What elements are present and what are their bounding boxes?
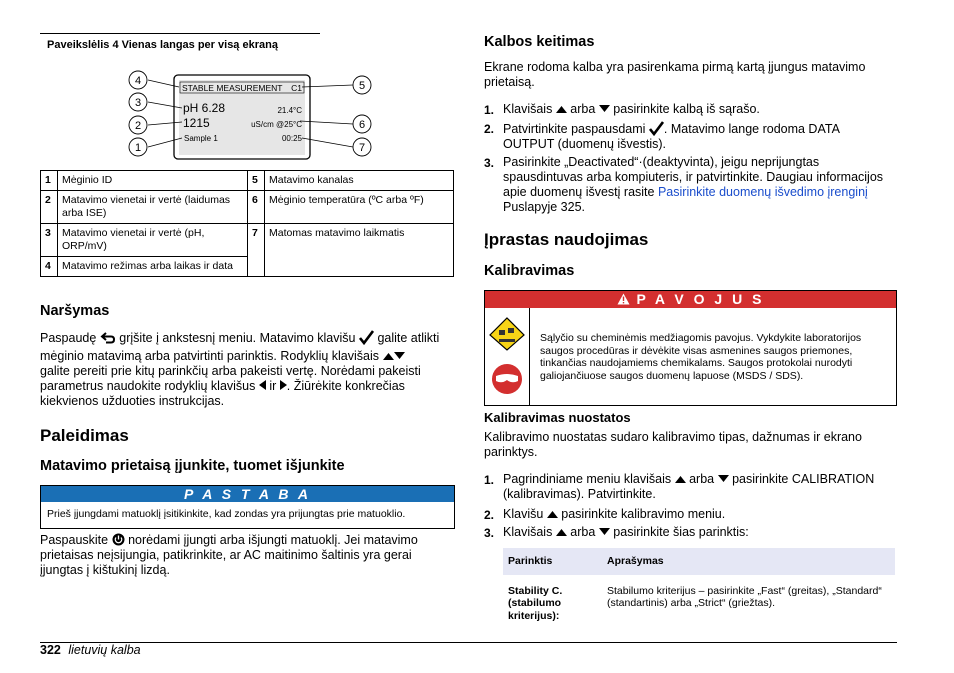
calib-c2b: pasirinkite kalibravimo meniu. [561, 507, 726, 521]
nav-text-g: ir [269, 379, 277, 393]
step-number: 3. [484, 526, 495, 540]
right-arrow-icon [280, 380, 287, 390]
caption-rule [40, 33, 320, 34]
legend-text: Mėginio temperatūra (ºC arba ºF) [265, 191, 454, 224]
legend-num: 2 [41, 191, 58, 224]
callout-label-5: 5 [358, 80, 366, 92]
down-arrow-icon [394, 352, 405, 360]
note-box [40, 485, 455, 529]
danger-header [485, 291, 896, 308]
note-text: Prieš įjungdami matuoklį įsitikinkite, kad zondas yra prijungtas prie matuoklio. [47, 508, 406, 520]
nav-text-a: Paspaudę [40, 331, 97, 345]
left-arrow-icon [259, 380, 266, 390]
calib-c3c: pasirinkite šias parinktis: [613, 525, 749, 539]
calib-step1-line [503, 472, 903, 487]
screen-header: STABLE MEASUREMENT [182, 83, 283, 93]
legend-num: 7 [248, 224, 265, 277]
legend-num: 3 [41, 224, 58, 257]
legend-text: Matavimo vienetai ir vertė (pH, ORP/mV) [58, 224, 248, 257]
table-head-option: Parinktis [503, 548, 602, 575]
lang-s2b: . Matavimo lange rodoma DATA [663, 122, 840, 136]
nav-text-h: . Žiūrėkite konkrečias [286, 379, 405, 393]
goggles-icon [491, 363, 523, 395]
lang-s3d: Puslapyje 325. [503, 200, 586, 214]
legend-text: Mėginio ID [58, 171, 248, 191]
table-row [503, 575, 895, 629]
legend-num: 5 [248, 171, 265, 191]
power-icon [112, 533, 125, 546]
danger-box [484, 290, 897, 406]
callout-label-2: 2 [134, 120, 142, 132]
calib-c1a: Pagrindiniame meniu klavišais [503, 472, 672, 486]
up-arrow-icon [556, 105, 567, 113]
screen-temp: 21.4°C [277, 106, 302, 115]
footer-rule [40, 642, 897, 643]
calib-step-3 [503, 525, 749, 540]
legend-table [40, 170, 454, 277]
legend-num: 1 [41, 171, 58, 191]
language-title: Kalbos keitimas [484, 34, 595, 50]
calibration-settings-intro [484, 430, 904, 460]
calib-c1b: arba [689, 472, 715, 486]
up-arrow-icon [383, 352, 394, 360]
nav-line [40, 349, 460, 364]
lang-step3-line [503, 185, 903, 200]
navigation-title: Naršymas [40, 303, 110, 319]
note-label: P A S T A B A [41, 486, 454, 502]
table-cell-description: Stabilumo kriterijus – pasirinkite „Fast“ (greitas), „Standard“ (standartinis) arba „Strict“ (griežtas). [607, 584, 882, 609]
settings-intro2: parinktys. [484, 445, 538, 459]
language-step-2 [503, 121, 903, 152]
checkmark-icon [359, 330, 374, 345]
calibration-settings-title: Kalibravimas nuostatos [484, 410, 631, 425]
figure-caption: Paveikslėlis 4 Vienas langas per visą ekraną [47, 39, 278, 51]
startup-p1a: Paspauskite [40, 533, 109, 547]
data-output-link[interactable]: Pasirinkite duomenų išvedimo įrenginį [657, 185, 868, 199]
down-arrow-icon [599, 105, 610, 113]
nav-text-i: kiekvienos užduoties instrukcijas. [40, 394, 225, 408]
page-number: 322 [40, 643, 61, 657]
danger-divider [529, 308, 530, 405]
return-icon [100, 331, 116, 344]
step-number: 1. [484, 103, 495, 117]
navigation-paragraph [40, 330, 460, 409]
legend-text: Matavimo vienetai ir vertė (laidumas arba ISE) [58, 191, 248, 224]
nav-line [40, 379, 460, 394]
language-intro [484, 60, 904, 90]
legend-text: Matavimo kanalas [265, 171, 454, 191]
nav-text-b: grįšite į ankstesnį meniu. Matavimo klavišu [119, 331, 356, 345]
lang-s2a: Patvirtinkite paspausdami [503, 122, 646, 136]
calib-c1c: pasirinkite CALIBRATION [732, 472, 875, 486]
language-step-3 [503, 155, 903, 215]
up-arrow-icon [556, 528, 567, 536]
settings-intro1: Kalibravimo nuostatas sudaro kalibravimo tipas, dažnumas ir ekrano [484, 430, 862, 444]
screen-channel: C1 [291, 83, 302, 93]
screen-value1: pH 6.28 [183, 101, 226, 115]
footer [40, 643, 141, 658]
callout-label-4: 4 [134, 75, 142, 87]
table-header-row [503, 548, 895, 575]
legend-text: Matavimo režimas arba laikas ir data [58, 257, 248, 277]
nav-line [40, 330, 460, 347]
lang-s1a: Klavišais [503, 102, 553, 116]
lang-s1b: arba [570, 102, 596, 116]
figure [40, 58, 454, 168]
normal-use-title: Įprastas naudojimas [484, 230, 649, 249]
checkmark-icon [649, 121, 664, 136]
legend-row [41, 224, 454, 257]
startup-subtitle: Matavimo prietaisą įjunkite, tuomet išjunkite [40, 458, 345, 474]
calibration-title: Kalibravimas [484, 263, 575, 279]
calib-step-1 [503, 472, 903, 502]
screen-value2: 1215 [183, 116, 210, 130]
table-cell-option: Stability C. (stabilumo kriterijus): [508, 584, 563, 622]
legend-row [41, 171, 454, 191]
language-step-1 [503, 102, 760, 117]
language-intro1: Ekrane rodoma kalba yra pasirenkama pirmą kartą įjungus matavimo [484, 60, 866, 74]
calib-c1d: (kalibravimas). Patvirtinkite. [503, 487, 656, 501]
lang-s3c: apie duomenų išvestį rasite [503, 185, 655, 199]
nav-text-d: mėginio matavimą arba patvirtinti parinktis. Rodyklių klavišais [40, 349, 380, 363]
calib-step-2 [503, 507, 725, 522]
startup-p2: prietaisas neįsijungia, patikrinkite, ar AC maitinimo šaltinis yra gerai [40, 548, 412, 562]
lang-step2-line [503, 121, 903, 137]
screen-sample: Sample 1 [184, 134, 218, 143]
lang-s1c: pasirinkite kalbą iš sąrašo. [613, 102, 760, 116]
footer-language: lietuvių kalba [68, 643, 141, 657]
up-arrow-icon [547, 510, 558, 518]
legend-text: Matomas matavimo laikmatis [265, 224, 454, 277]
startup-line [40, 533, 460, 548]
step-number: 2. [484, 508, 495, 522]
screen-time: 00:25 [281, 134, 302, 143]
parameters-table [503, 548, 895, 628]
startup-title: Paleidimas [40, 426, 129, 445]
callout-label-1: 1 [134, 142, 142, 154]
lang-s3b: spausdintuvas arba kompiuteris, ir patvirtinkite. Daugiau informacijos [503, 170, 884, 184]
startup-p3: įjungtas į kištukinį lizdą. [40, 563, 170, 577]
down-arrow-icon [599, 528, 610, 536]
up-arrow-icon [675, 475, 686, 483]
step-number: 2. [484, 122, 495, 136]
startup-paragraph [40, 533, 460, 578]
danger-label: P A V O J U S [636, 291, 765, 307]
table-head-description: Aprašymas [602, 548, 895, 575]
calib-c2a: Klavišu [503, 507, 544, 521]
legend-num: 6 [248, 191, 265, 224]
danger-text: Sąlyčio su cheminėmis medžiagomis pavojus. Vykdykite laboratorijos saugos procedūras ir dėvėkite visas asmenines saugos priemones, tinkančias naudojamiems chemikalams. Saugos protokolai nurodyti galiojančiuose saugos duomenų lapuose (MSDS / SDS). [540, 332, 862, 382]
callout-label-3: 3 [134, 97, 142, 109]
calib-c3a: Klavišais [503, 525, 553, 539]
down-arrow-icon [718, 475, 729, 483]
meter-display-figure [40, 58, 454, 168]
screen-cond-unit: uS/cm @25°C [251, 120, 302, 129]
corrosive-icon [489, 317, 525, 351]
lang-s3a: Pasirinkite „Deactivated“·(deaktyvinta), jeigu neprijungtas [503, 155, 820, 169]
step-number: 3. [484, 156, 495, 170]
parameters-table-wrap [503, 548, 895, 628]
legend-row [41, 191, 454, 224]
lang-s2c: OUTPUT (duomenų išvestis). [503, 137, 667, 151]
calib-c3b: arba [570, 525, 596, 539]
legend-table-wrap [40, 170, 454, 277]
nav-text-e: galite pereiti prie kitų parinkčių arba pakeisti vertę. Norėdami pakeisti [40, 364, 421, 378]
callout-label-7: 7 [358, 142, 366, 154]
callout-label-6: 6 [358, 119, 366, 131]
warning-icon [617, 293, 630, 305]
startup-p1b: norėdami įjungti arba išjungti matuoklį. Jei matavimo [128, 533, 418, 547]
nav-text-c: galite atlikti [377, 331, 440, 345]
language-intro2: prietaisą. [484, 75, 535, 89]
step-number: 1. [484, 473, 495, 487]
legend-num: 4 [41, 257, 58, 277]
nav-text-f: parametrus naudokite rodyklių klavišus [40, 379, 256, 393]
